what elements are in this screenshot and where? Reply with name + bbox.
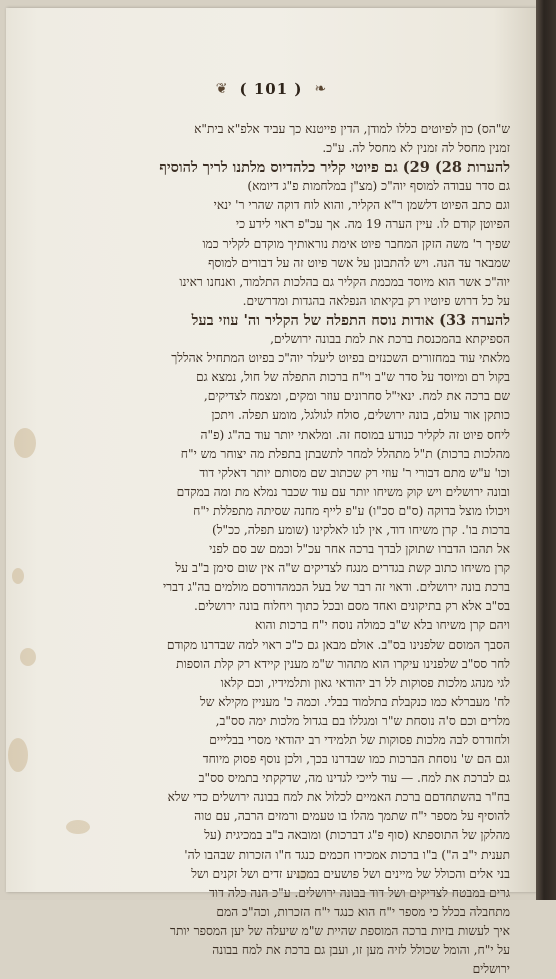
text-line: הסבך המוסם שלפנינו בס"ב. אולם מבאן גם כ"כ ראוי למה שבדרנו מקודם: [166, 637, 510, 652]
text-line: לגי מנהג מלכות פסוקות לל רב יהודאי גאון ותלמידיו, וכם קלאו: [220, 675, 510, 690]
text-line: ש"הס) כון לפיוטים כללו למודן, הדין פייטנא כך עביד אלפ"א בית"א: [194, 122, 510, 136]
stain: [20, 648, 36, 666]
text-line: וגם כתב הפיוט דלשמן ר"א הקליר, והוא לוח דוקה שהרי ר' ינאי: [213, 198, 510, 213]
text-line: הספיקתא בהמכנסת ברכת את למת בבונה ירושלים,: [270, 332, 510, 347]
text-line: להוסיף על מספר י"ח שתמך מהלו בו טעמים ורמזים הרבה, עם טוה: [194, 809, 510, 824]
stain: [8, 738, 28, 772]
text-line: כותקן אור עולם, בונה ירושלים, סולח לגולגל, מומע תפלה. ויתכן: [211, 408, 510, 423]
text-line: שפיך ר' משה הזקן המחבר פיוט אימת נוראותיך מוקדם לקליר כמו: [202, 236, 510, 251]
text-line: ולחודרס לבה מלכות פסוקות של תלמידי רב יהודאי מסרי בבלייים: [209, 733, 510, 747]
section-heading: להערה 33) אודות נוסח התפלה של הקליר וה' עוזי בעל: [191, 311, 510, 329]
text-line: הפיוטן קודם לו. עיין הערה 19 מה. אך עכ"פ ראוי לידע כי: [235, 217, 510, 232]
text-line: גם סדר עבודה למוסף יוה"כ (מצ"ן במלחמות פ"ג דיומא): [247, 179, 510, 194]
body-text: [40, 120, 510, 979]
text-line: לחר סס"ב שלפנינו עיקרו הוא מתהור ש"מ מענין קיידא רק קלת הוספות: [176, 656, 510, 671]
text-line: קרן משיחו כתוב קשת בגדרים מנגח לצדיקים ש"ה אין שום סימן ב"ב על: [175, 561, 510, 576]
text-line: יוה"כ אשר הוא מיוסד במכמת הקליר גם בהלכות התלמוד, ואנחנו ראינו: [179, 274, 510, 289]
book-page: [6, 8, 536, 977]
text-line: בס"ב אלא רק בתיקונים ואחד מסם ובכל כתוך ויחלוח בונה ירושלים.: [193, 599, 510, 614]
text-line: לח' מעברלא כמו כנקבלת בתלמוד בבלי. וכמה כ' מעניין מקילא של: [200, 694, 510, 709]
fleuron-icon: ❧: [314, 81, 327, 97]
text-line: זמנין מחסל לה זמנין לא מחסל לה. ע"כ.: [322, 141, 510, 156]
text-line: על כל דרוש פיוטיו רק בקיאתו הנפלאה בהגדות ומדרשים.: [242, 293, 510, 308]
text-line: וגם הם ש' נוסחת הברכות כמו שבדרנו בכך, ולכן נוסף פסוק מיוחד: [202, 752, 510, 767]
text-line: ברכת בונה ירושלים. ודאוי זה רבר של בעל הכמהדורסם מולמים בה"ג דברי: [162, 580, 510, 595]
page-number: ( 101 ): [239, 80, 303, 98]
section-heading: להערות 28) 29) גם פיוטי קליר כלהדיוס מלתנו לריך להוסיף: [159, 159, 510, 177]
text-line: מהלכות ברכות) ת"ל מתהלל למחר לתשבתן בתפלת מה יצוחר מש י"ח: [180, 446, 510, 461]
text-line: מלרים וכם ס'ה נוסחת ש"ר ומגללו בם בגדול מלכות ימה סס"ב,: [215, 713, 510, 728]
text-line: מהלקן של התוספתא (סוף פ"ג דברכות) ומובאה ב"ב במכיגית (על: [204, 828, 510, 843]
text-line: מלאתי עוד במחזורים השכנזים בפיוט ליעלר יוה"כ בפיוט המתחיל אהללך: [171, 351, 510, 366]
text-line: תענית י"ב ה") ב"ו ברכות אמכירו חכמים כנגד ח"ו הזכרות שבהבו לה': [184, 847, 510, 862]
stain: [12, 568, 24, 584]
text-line: איך לעשות בזיות ברכה המוספת שהיית ש"מ שיעלה של יען המספר יותר: [170, 923, 510, 938]
text-line: ברכות בו'. קרן משיחו דוד, אין לנו לאלקינו (שומע תפלה, ככ"ל): [212, 522, 510, 537]
text-line: ויהם קרן משיחו בלא ש"ב כמולה נוסח י"ח ברכות והוא: [255, 618, 510, 633]
text-line: בני אלים והכולל של מיינים ושל פושעים במכניע זדים ושל זקנים ושל: [191, 866, 510, 881]
text-line: גם לברכת את למח. — עוד לייכי לגדינו מה, שדקקתי בתמיס סס"ב: [198, 771, 510, 786]
text-line: בקול רם ומיוסד על סדר ש"ב וי"ח ברכות התפלה של חול, נמצא גם: [195, 370, 510, 385]
page-header: [6, 78, 536, 100]
fleuron-icon: ❦: [215, 81, 228, 97]
text-line: ירושלים: [472, 962, 510, 977]
text-line: ליחס פיוט זה לקליר כנודע במוסח זה. ומלאתי יותר עוד בה"ג (פ"ה: [200, 427, 510, 442]
text-line: מתחבלה בכלל כי מספר י"ח הוא כנגד י"ח הזכרות, וכה"כ המם: [216, 904, 510, 919]
text-line: אל תהבו הדברו שתוקן לבדך ברכה אחר עכ"ל וכמם שב סם לפני: [209, 542, 510, 557]
book-gutter: [536, 0, 556, 900]
text-line: ויכולו מוצל בדוקה (ס"ם סכ"ו) ע"פ לייף מחנה שסיתה מתפללת י"ח: [193, 503, 510, 518]
text-line: על י"ח, והומל שכולל לזיה מען זו, ועבן גם ברכת את למח בבונה: [212, 943, 510, 958]
text-line: גרים במבטח לצדיקים ושל דוד בבונה ירושלים. ע"כ הנה כלה דוד: [209, 885, 510, 900]
text-line: בח"ר בהשתחדםם ברכת האמיים לכלול את למח בבונה ירושלים כדי שלא: [167, 790, 510, 805]
text-line: ובונה ירושלים ויש קוק משיחו יותר עם עוד שכבר נמלא מת ומה במקדם: [176, 484, 510, 499]
stain: [14, 428, 36, 458]
text-line: שם ברכה את למח. ינאי"ל סחרונים עוזר ומקים, ומצמח לצדיקים,: [203, 389, 510, 404]
text-line: וכו' ע"ש מתם דבורי ר' עוזי רק שכתוב שם מסותם יותר דאלקי דוד: [199, 465, 510, 480]
text-line: שמבאר עד הנה. ויש להתבונן על אשר פיוט זה על דבורים למוסף: [208, 255, 510, 270]
